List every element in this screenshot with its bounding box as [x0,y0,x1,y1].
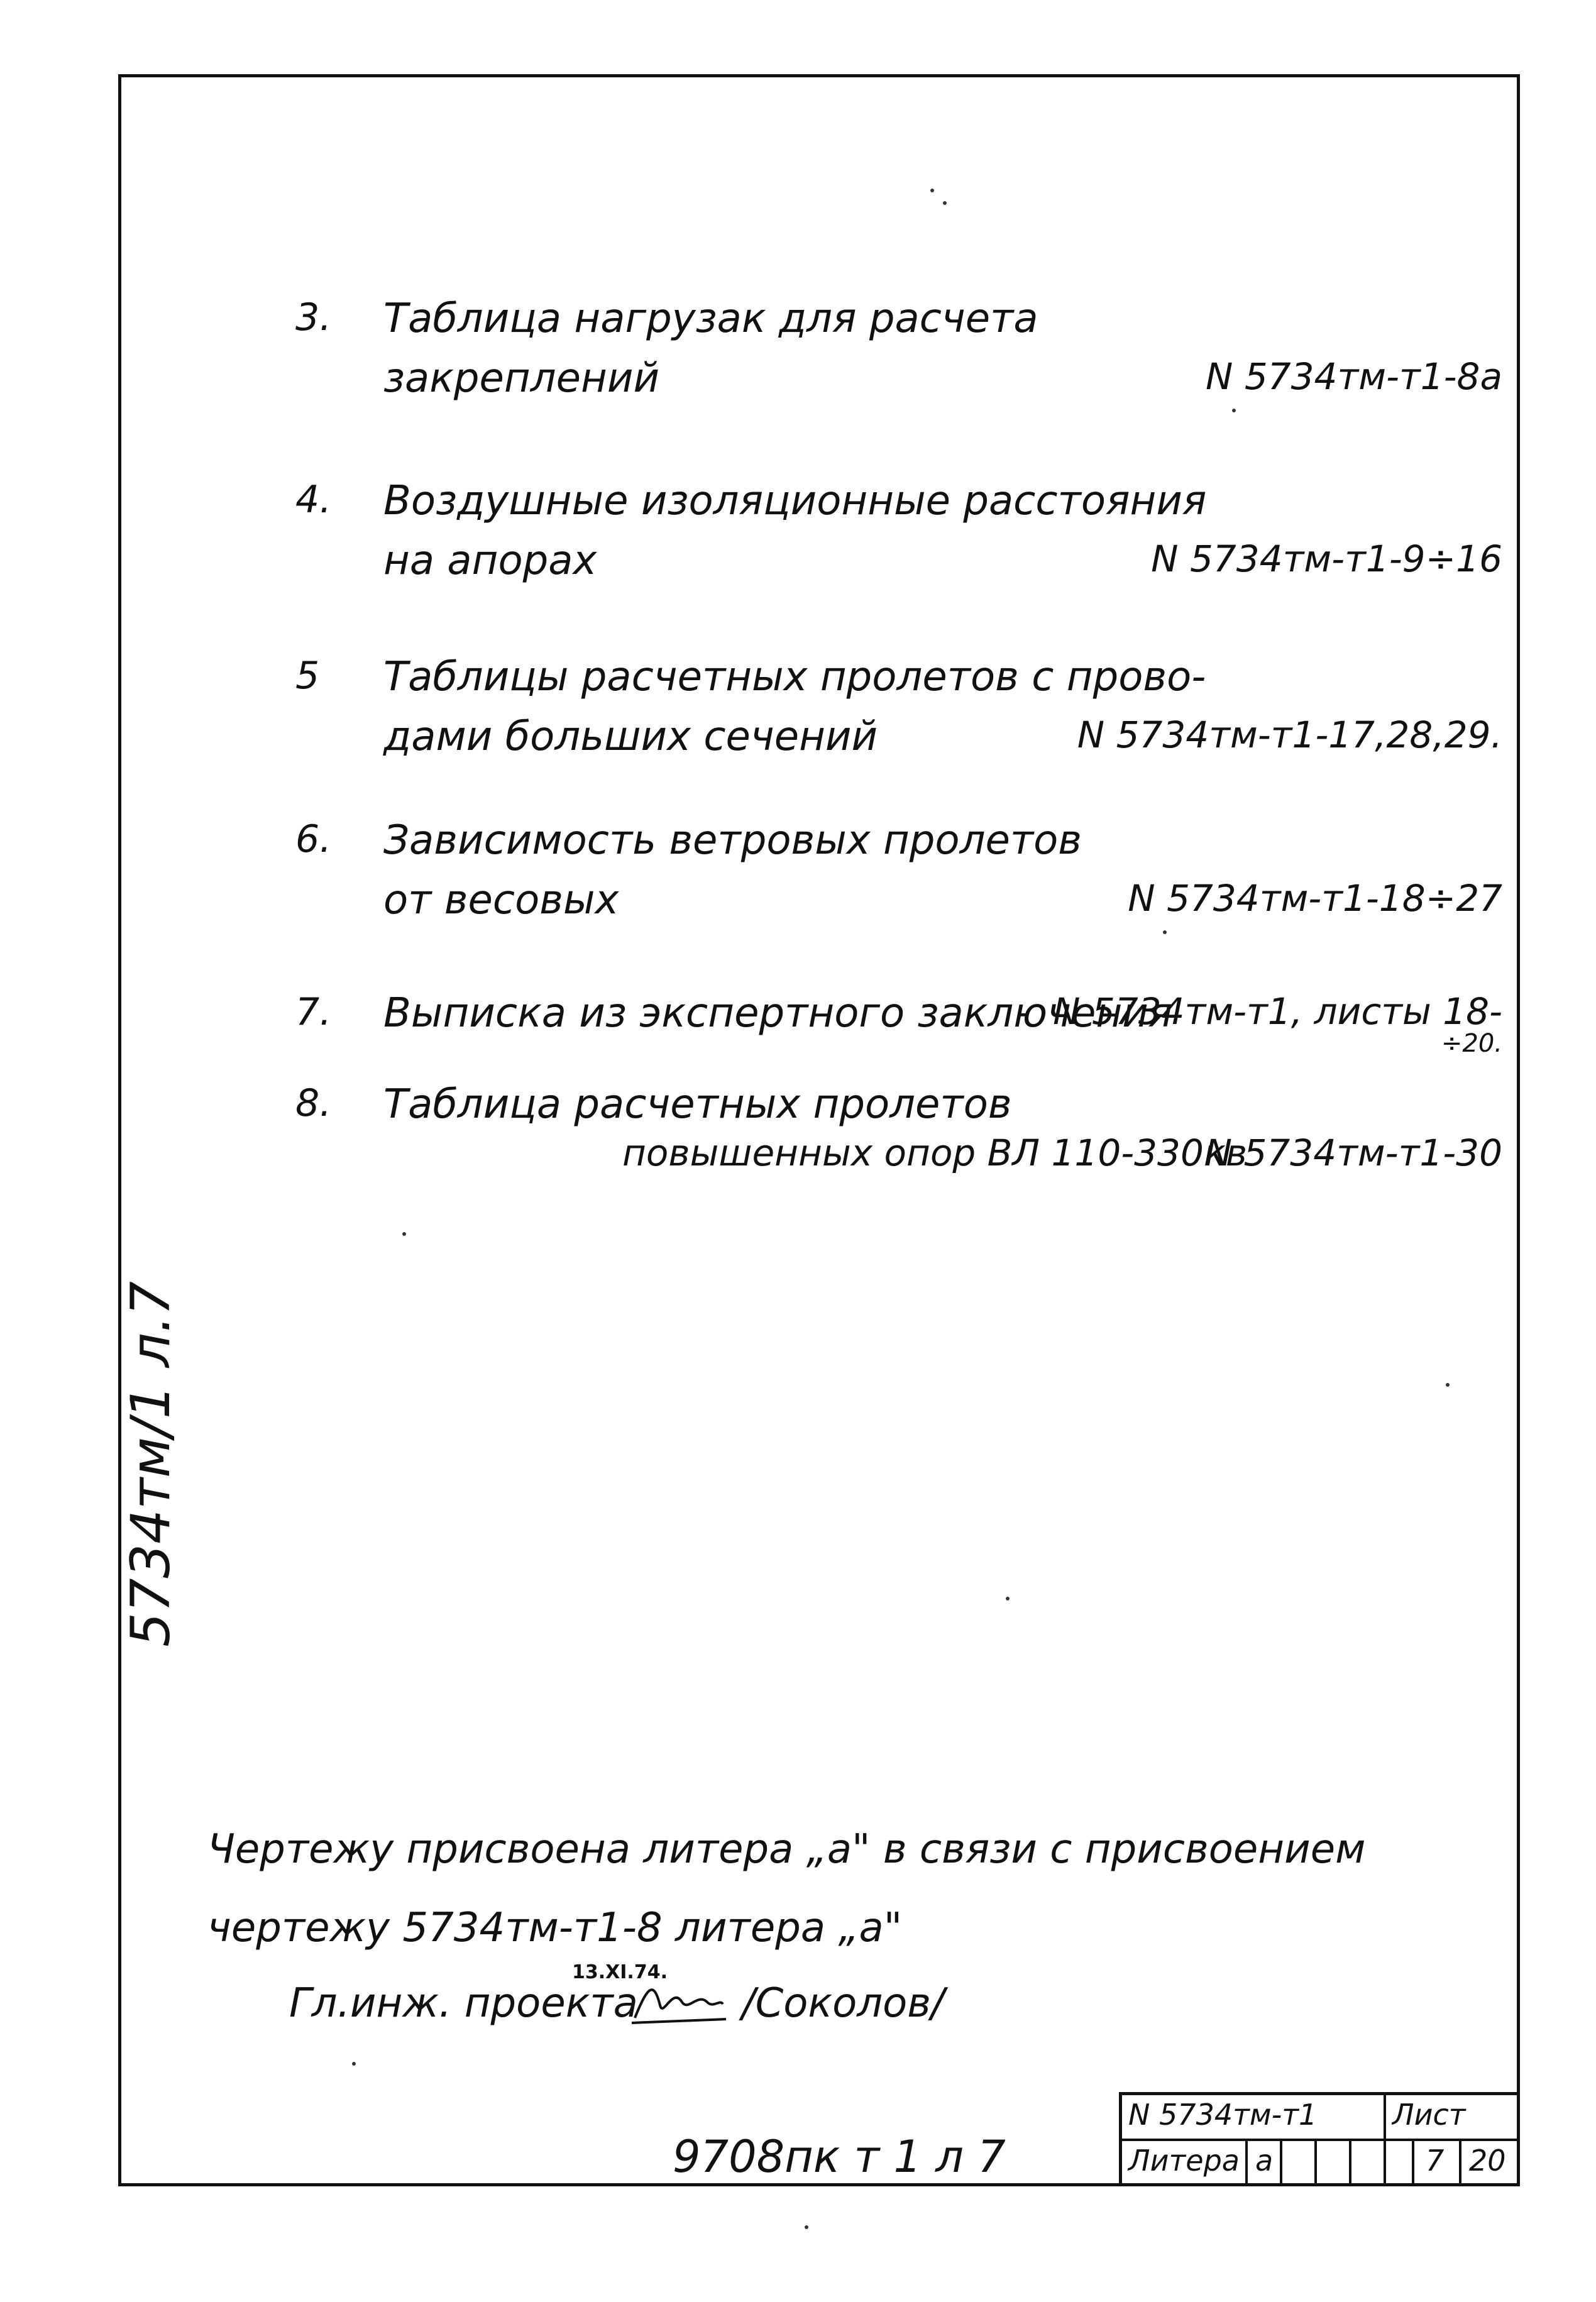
scan-speck [805,2225,808,2229]
item-reference: N 5734тм-т1-9÷16 [1151,537,1502,580]
scan-speck [402,1232,406,1236]
scan-speck [1446,1383,1450,1387]
sheet-label: Лист [1392,2098,1466,2132]
item-title: Выписка из экспертного заключения [383,990,1173,1037]
item-title-cont: на апорах [383,537,597,584]
litera-value-cell [1248,2141,1282,2186]
item-title: Таблица расчетных пролетов [383,1081,1012,1128]
item-number: 6. [295,817,332,861]
item-title-cont: дами больших сечений [383,713,878,760]
spacer-cell [1386,2141,1414,2186]
item-title-cont: от весовых [383,877,619,923]
litera-note-line2: чертежу 5734тм-т1-8 литера „а" [207,1905,903,1951]
litera-label-cell [1122,2141,1248,2186]
item-title-cont: повышенных опор ВЛ 110-330кв [622,1132,1248,1174]
item-number: 4. [295,478,332,522]
item-title-cont: закреплений [383,355,660,402]
scan-speck [930,189,934,192]
item-title: Воздушные изоляционные расстояния [383,478,1207,524]
title-block [1119,2092,1520,2186]
signer-name: /Соколов/ [742,1980,945,2027]
scan-speck [1163,930,1167,934]
signature-mark [629,1974,729,2030]
scan-speck [1006,1597,1010,1600]
item-reference: N 5734тм-т1-8а [1206,355,1502,398]
item-reference: N 5734тм-т1-17,28,29. [1077,713,1502,756]
sheet-number-cell [1414,2141,1461,2186]
litera-value: а [1255,2144,1274,2178]
scan-speck [943,201,947,205]
sheet-label-cell [1386,2095,1520,2141]
litera-note-line1: Чертежу присвоена литера „а" в связи с присвоением [207,1826,1366,1873]
archive-code: 9708пк т 1 л 7 [673,2131,1006,2183]
signature-date: 13.XI.74. [572,1961,668,1983]
litera-label: Литера [1128,2144,1240,2178]
item-title: Таблицы расчетных пролетов с прово- [383,654,1206,700]
litera-empty-cell [1351,2141,1386,2186]
scan-speck [1232,409,1236,412]
item-title: Зависимость ветровых пролетов [383,817,1082,864]
litera-empty-cell [1317,2141,1351,2186]
litera-empty-cell [1282,2141,1317,2186]
sheets-total: 20 [1469,2144,1506,2178]
item-number: 8. [295,1081,332,1125]
doc-number-cell [1122,2095,1386,2141]
item-reference-cont: ÷20. [1441,1029,1502,1058]
sheets-total-cell [1461,2141,1520,2186]
doc-number: N 5734тм-т1 [1128,2098,1318,2132]
item-reference: N 5734тм-т1-18÷27 [1128,877,1502,920]
item-number: 5 [295,654,320,698]
item-reference: N 5734тм-т1, листы 18- [1053,990,1502,1033]
item-number: 3. [295,295,332,339]
item-number: 7. [295,990,332,1034]
scan-speck [352,2062,356,2066]
item-reference: N 5734тм-т1-30 [1204,1132,1502,1174]
signer-title: Гл.инж. проекта [289,1980,638,2027]
side-stamp: 5734тм/1 л.7 [119,1281,182,1647]
sheet-number: 7 [1426,2144,1445,2178]
item-title: Таблица нагрузак для расчета [383,295,1038,342]
